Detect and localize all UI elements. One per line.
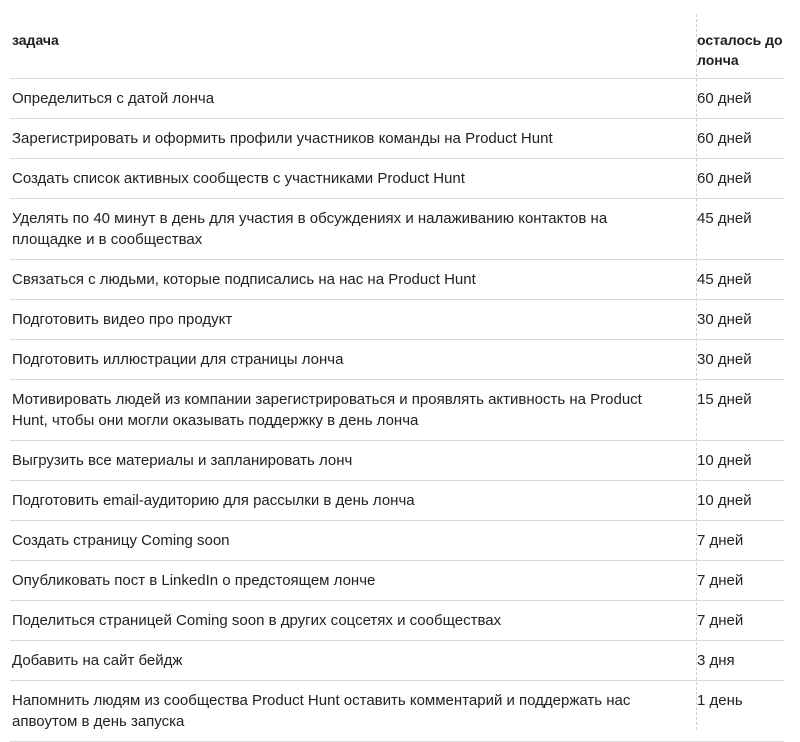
table-row [10,560,784,600]
days-cell: 10 дней [695,440,784,480]
table-row [10,259,784,299]
task-cell: Выгрузить все материалы и запланировать лонч [10,440,695,480]
table-row [10,158,784,198]
table-row [10,600,784,640]
days-cell: 60 дней [695,118,784,158]
task-cell: Напомнить людям из сообщества Product Hunt оставить комментарий и поддержать нас апвоутом в день запуска [10,680,695,741]
days-cell: 30 дней [695,299,784,339]
days-cell: 15 дней [695,379,784,440]
task-cell: Мотивировать людей из компании зарегистрироваться и проявлять активность на Product Hunt, чтобы они могли оказывать поддержку в день лонча [10,379,695,440]
table-row [10,198,784,259]
days-cell: 7 дней [695,600,784,640]
task-cell: Подготовить видео про продукт [10,299,695,339]
remaining-column-header: осталось до лонча [695,0,784,78]
table-row [10,520,784,560]
table-row [10,339,784,379]
days-cell: 10 дней [695,480,784,520]
header-row [10,0,784,78]
task-cell: Уделять по 40 минут в день для участия в обсуждениях и налаживанию контактов на площадке и в сообществах [10,198,695,259]
task-cell: Подготовить email-аудиторию для рассылки в день лонча [10,480,695,520]
task-cell: Поделиться страницей Coming soon в других соцсетях и сообществах [10,600,695,640]
task-cell: Опубликовать пост в LinkedIn о предстоящем лонче [10,560,695,600]
task-table [10,0,784,742]
days-cell: 7 дней [695,520,784,560]
table-row [10,440,784,480]
table-row [10,379,784,440]
table-row [10,299,784,339]
table-row [10,680,784,741]
days-cell: 60 дней [695,158,784,198]
table-row [10,480,784,520]
table-row [10,78,784,118]
task-cell: Создать список активных сообществ с участниками Product Hunt [10,158,695,198]
task-cell: Подготовить иллюстрации для страницы лонча [10,339,695,379]
task-cell: Добавить на сайт бейдж [10,640,695,680]
days-cell: 30 дней [695,339,784,379]
task-column-header: задача [10,0,695,78]
days-cell: 60 дней [695,78,784,118]
days-cell: 7 дней [695,560,784,600]
task-cell: Создать страницу Coming soon [10,520,695,560]
days-cell: 45 дней [695,259,784,299]
days-cell: 1 день [695,680,784,741]
days-cell: 45 дней [695,198,784,259]
table-row [10,118,784,158]
table-row [10,640,784,680]
task-cell: Определиться с датой лонча [10,78,695,118]
task-cell: Зарегистрировать и оформить профили участников команды на Product Hunt [10,118,695,158]
days-cell: 3 дня [695,640,784,680]
task-cell: Связаться с людьми, которые подписались на нас на Product Hunt [10,259,695,299]
